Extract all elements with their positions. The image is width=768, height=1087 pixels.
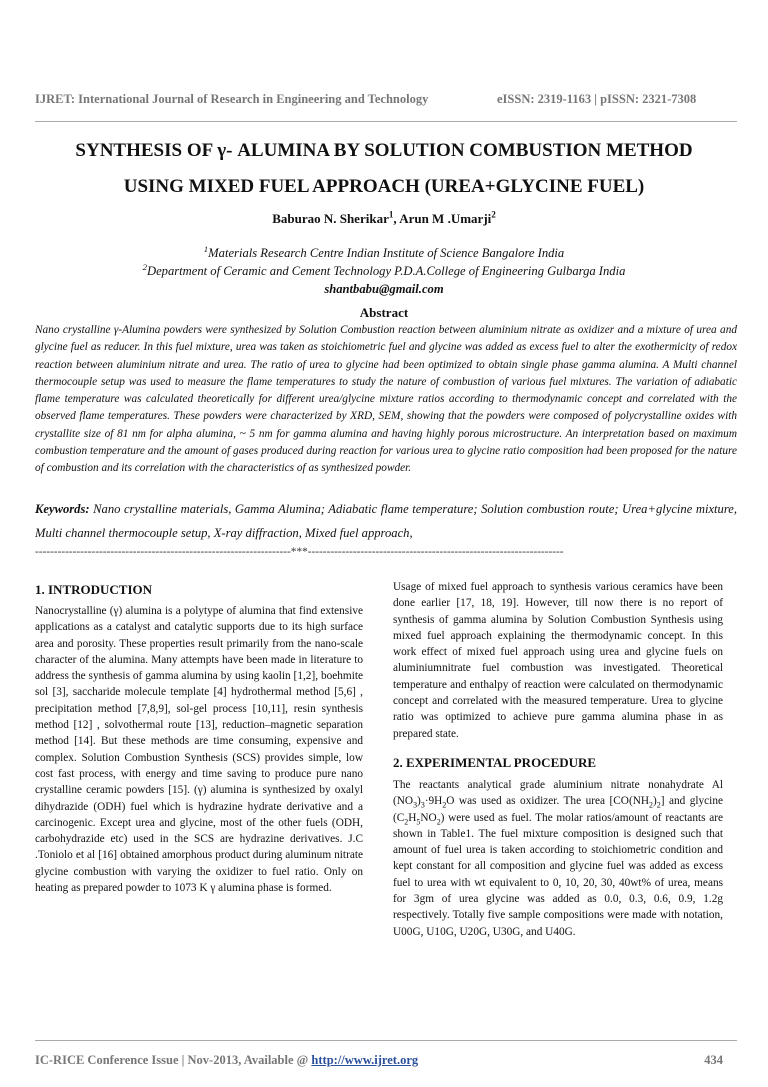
- footer-rule: [35, 1040, 737, 1041]
- exp-text-b: ): [417, 795, 421, 808]
- exp-text-d: O was used as oxidizer. The urea [CO(NH: [446, 795, 650, 808]
- author-separator: ,: [393, 211, 400, 226]
- affiliation-2-mark: 2: [142, 261, 147, 272]
- exp-text-i: ) were used as fuel. The molar ratios/amount of reactants are shown in Table1. The fuel mixture composition is designed such that amount of fuel urea is taken according to stoichiometric condition and kept constant for all composition and glycine fuel was added as excess fuel to urea with wt equivalent to 0, 10, 20, 30, 40wt% of urea, means for 3gm of urea glycine was added as 0.0, 0.3, 0.6, 0.9, 1.2g respectively. Totally five sample compositions were made with notation, U00G, U10G, U20G, U30G, and U40G.: [393, 811, 723, 938]
- exp-text-g: H: [408, 811, 417, 824]
- exp-text-c: ·9H: [424, 795, 443, 808]
- affiliation-1-mark: 1: [203, 243, 209, 254]
- section-separator: --------------------------------------------------------------------***--------------------------------------------------------------------: [35, 546, 564, 558]
- experimental-text: [393, 777, 723, 940]
- experimental-heading: 2. EXPERIMENTAL PROCEDURE: [393, 755, 597, 770]
- author-1-mark: 1: [388, 209, 394, 220]
- affiliation-1: [30, 243, 738, 261]
- exp-sub-2: 3: [420, 800, 425, 810]
- exp-sub-5: 2: [656, 800, 661, 810]
- footer-left: [35, 1053, 418, 1068]
- exp-sub-3: 2: [442, 800, 447, 810]
- exp-text-a: The reactants analytical grade aluminium nitrate nonahydrate Al (NO: [393, 779, 723, 808]
- intro-heading: 1. INTRODUCTION: [35, 582, 153, 597]
- affiliation-1-text: Materials Research Centre Indian Institute of Science Bangalore India: [208, 246, 565, 260]
- exp-sub-1: 3: [413, 800, 418, 810]
- author-1: Baburao N. Sherikar: [272, 211, 389, 226]
- exp-text-f: ] and glycine (C: [393, 795, 723, 824]
- keywords-label: Keywords:: [35, 502, 90, 516]
- paper-title-line1: SYNTHESIS OF γ- ALUMINA BY SOLUTION COMBUSTION METHOD: [75, 140, 693, 161]
- exp-text-e: ): [652, 795, 657, 808]
- header-rule: [35, 121, 737, 122]
- author-2: Arun M .Umarji: [399, 211, 492, 226]
- footer-link[interactable]: http://www.ijret.org: [311, 1053, 419, 1067]
- author-email: shantbabu@gmail.com: [324, 282, 444, 296]
- affiliation-2: [30, 261, 738, 279]
- right-col-paragraph-1: Usage of mixed fuel approach to synthesis various ceramics have been done earlier [17, 18, 19]. However, till now there is no report of synthesis of gamma alumina by Solution Combustion Synthesis using mixed fuel approach explaining the thermodynamic concept. In this work effect of mixed fuel approach using urea and glycine fuels on aluminiumnitrate fuel combustion was investigated. Theoretical temperature and enthalpy of reaction were calculated on thermodynamic concept and correlated with the measured temperature. Urea to glycine ratio was optimized to achieve pure gamma alumina phase in as prepared state.: [393, 581, 723, 740]
- authors: [30, 211, 738, 227]
- exp-sub-6: 2: [404, 816, 409, 826]
- affiliation-2-text: Department of Ceramic and Cement Technology P.D.A.College of Engineering Gulbarga India: [147, 264, 626, 278]
- exp-text-h: NO: [420, 811, 437, 824]
- exp-sub-8: 2: [436, 816, 441, 826]
- page-number: 434: [704, 1053, 723, 1067]
- keywords: [35, 498, 737, 545]
- exp-sub-4: 2: [649, 800, 653, 810]
- paper-title-line2: USING MIXED FUEL APPROACH (UREA+GLYCINE FUEL): [123, 176, 645, 197]
- abstract-heading: Abstract: [359, 305, 409, 320]
- author-2-mark: 2: [491, 209, 496, 220]
- abstract-text: Nano crystalline γ-Alumina powders were synthesized by Solution Combustion reaction between aluminium nitrate as oxidizer and a mixture of urea and glycine fuel as reducer. In this fuel mixture, urea was taken as stoichiometric fuel and glycine was added as excess fuel to alter the exothermicity of redox reaction between aluminium nitrate and urea. The ratio of urea to glycine had been optimized to obtain single phase gamma alumina. A Multi channel thermocouple setup was used to measure the flame temperatures to study the nature of combustion of various fuel mixtures. The variation of adiabatic flame temperature was calculated theoretically for different urea/glycine mixture ratios according to thermodynamic concept and correlated with the observed flame temperatures. These powders were characterized by XRD, SEM, showing that the powders were composed of polycrystalline oxides with crystallite size of 81 nm for alpha alumina, ~ 5 nm for gamma alumina and having highly porous microstructure. An interpretation based on maximum combustion temperature and the amount of gases produced during reaction for various urea to glycine ratio composition had been proposed for the nature of combustion and its correlation with the characteristics of as synthesized powder.: [35, 324, 737, 475]
- issn-header: eISSN: 2319-1163 | pISSN: 2321-7308: [497, 92, 697, 106]
- keywords-text: Nano crystalline materials, Gamma Alumina; Adiabatic flame temperature; Solution combustion route; Urea+glycine mixture, Multi channel thermocouple setup, X-ray diffraction, Mixed fuel approach,: [35, 502, 738, 540]
- footer-text: IC-RICE Conference Issue | Nov-2013, Available @: [35, 1053, 312, 1067]
- journal-header: IJRET: International Journal of Research in Engineering and Technology: [35, 92, 429, 106]
- exp-sub-7: 5: [416, 816, 421, 826]
- intro-text: Nanocrystalline (γ) alumina is a polytype of alumina that find extensive applications as a catalyst and catalytic supports due to its high surface area and porosity. These properties result primarily from the nano-scale character of the alumina. Many attempts have been made in literature to address the synthesis of gamma alumina by using kaolin [1,2], boehmite sol [3], saccharide molecule template [4] hydrothermal method [5,6] , precipitation method [7,8,9], sol-gel process [10,11], resin synthesis method [12] , solvothermal route [13], reduction–magnetic separation method [14]. But these methods are time consuming, expensive and complex. Solution Combustion Synthesis (SCS) provides simple, low cost fast process, with energy and time saving to produce pure nano crystalline ceramic powders [15]. (γ) alumina is synthesized by oxalyl dihydrazide (ODH) fuel which is hydrazine hydrate derivative and a carcinogenic. Except urea and glycine, most of the other fuels (ODH, carbohydrazide etc) used in the SCS are hydrazine derivatives. J.C .Toniolo et al [16] obtained amorphous product during aluminum nitrate glycine combustion with varying the oxidizer to fuel ratio. Only on heating as prepared powder to 1073 K γ alumina phase is formed.: [35, 605, 363, 895]
